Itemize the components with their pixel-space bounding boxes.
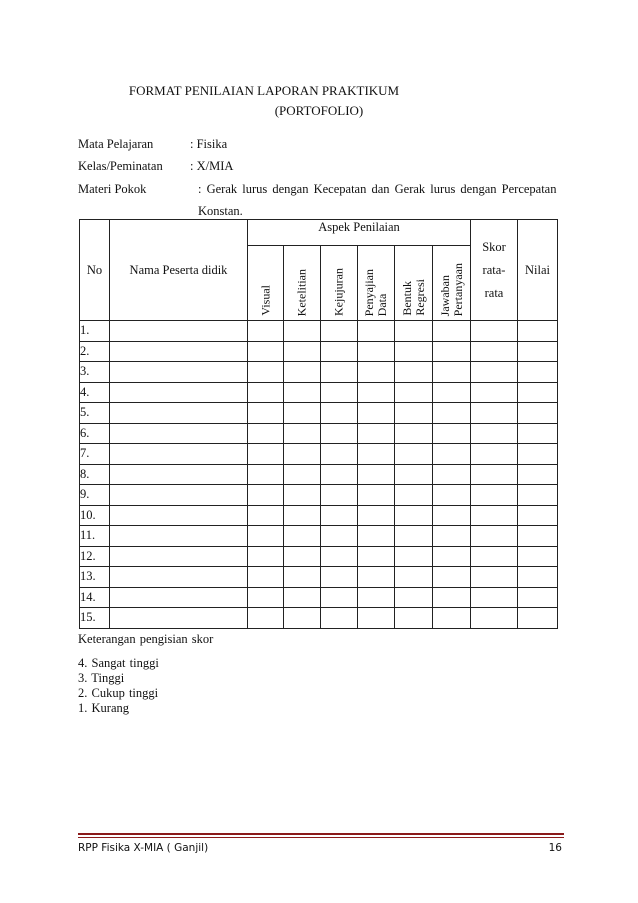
table-cell[interactable] <box>358 485 395 506</box>
table-cell[interactable] <box>110 362 248 383</box>
table-cell[interactable] <box>321 341 358 362</box>
table-cell[interactable] <box>395 382 433 403</box>
skor-line-2: rata- <box>482 262 506 277</box>
table-cell[interactable] <box>110 423 248 444</box>
table-cell[interactable] <box>471 423 518 444</box>
table-row <box>80 362 558 383</box>
table-cell[interactable] <box>284 608 321 629</box>
table-cell[interactable] <box>358 546 395 567</box>
table-cell[interactable] <box>395 485 433 506</box>
table-cell[interactable] <box>433 423 471 444</box>
table-cell[interactable] <box>395 403 433 424</box>
materi-continuation: Konstan. <box>198 204 243 218</box>
header-aspek-item <box>321 246 358 321</box>
row-number: 14. <box>80 587 110 608</box>
keterangan-item: 3. Tinggi <box>78 671 125 685</box>
table-cell[interactable] <box>358 362 395 383</box>
table-cell[interactable] <box>248 382 284 403</box>
header-no: No <box>80 220 110 321</box>
table-cell[interactable] <box>395 608 433 629</box>
aspek-label: Kejujuran <box>331 268 346 316</box>
table-cell[interactable] <box>284 546 321 567</box>
row-number: 2. <box>80 341 110 362</box>
table-cell[interactable] <box>358 382 395 403</box>
footer-rule-thick <box>78 833 564 835</box>
table-cell[interactable] <box>248 546 284 567</box>
table-cell[interactable] <box>433 608 471 629</box>
table-row <box>80 485 558 506</box>
header-aspek-item <box>433 246 471 321</box>
row-number: 9. <box>80 485 110 506</box>
row-number: 1. <box>80 321 110 342</box>
table-cell[interactable] <box>110 567 248 588</box>
table-cell[interactable] <box>110 546 248 567</box>
row-number: 6. <box>80 423 110 444</box>
table-cell[interactable] <box>110 341 248 362</box>
kelas-value: : X/MIA <box>190 159 234 173</box>
materi-label: Materi Pokok <box>78 182 147 196</box>
table-cell[interactable] <box>471 341 518 362</box>
table-cell[interactable] <box>321 608 358 629</box>
table-cell[interactable] <box>110 403 248 424</box>
table-cell[interactable] <box>358 567 395 588</box>
row-number: 10. <box>80 505 110 526</box>
table-cell[interactable] <box>358 423 395 444</box>
row-number: 5. <box>80 403 110 424</box>
header-aspek: Aspek Penilaian <box>248 220 471 246</box>
table-cell[interactable] <box>395 362 433 383</box>
kelas-label: Kelas/Peminatan <box>78 159 163 173</box>
footer-doc-label: RPP Fisika X-MIA ( Ganjil) <box>78 842 209 854</box>
keterangan-item: 2. Cukup tinggi <box>78 686 159 700</box>
keterangan-title: Keterangan pengisian skor <box>78 632 214 646</box>
table-cell[interactable] <box>433 321 471 342</box>
table-cell[interactable] <box>248 444 284 465</box>
table-cell[interactable] <box>518 403 558 424</box>
table-cell[interactable] <box>395 546 433 567</box>
table-cell[interactable] <box>284 587 321 608</box>
table-cell[interactable] <box>284 485 321 506</box>
table-cell[interactable] <box>518 505 558 526</box>
table-cell[interactable] <box>395 526 433 547</box>
table-cell[interactable] <box>395 321 433 342</box>
table-cell[interactable] <box>518 526 558 547</box>
table-cell[interactable] <box>433 587 471 608</box>
table-cell[interactable] <box>433 526 471 547</box>
row-number: 8. <box>80 464 110 485</box>
table-cell[interactable] <box>248 505 284 526</box>
table-cell[interactable] <box>471 444 518 465</box>
table-cell[interactable] <box>284 444 321 465</box>
table-cell[interactable] <box>321 464 358 485</box>
table-cell[interactable] <box>321 382 358 403</box>
table-cell[interactable] <box>395 464 433 485</box>
table-cell[interactable] <box>433 341 471 362</box>
table-cell[interactable] <box>110 464 248 485</box>
table-cell[interactable] <box>284 505 321 526</box>
table-cell[interactable] <box>110 587 248 608</box>
table-cell[interactable] <box>433 505 471 526</box>
table-cell[interactable] <box>433 403 471 424</box>
header-nama: Nama Peserta didik <box>110 220 248 321</box>
aspek-label: Visual <box>258 285 272 316</box>
page-number: 16 <box>548 842 562 854</box>
skor-line-1: Skor <box>482 239 506 254</box>
table-cell[interactable] <box>110 444 248 465</box>
table-cell[interactable] <box>358 464 395 485</box>
table-row <box>80 423 558 444</box>
mapel-label: Mata Pelajaran <box>78 137 154 151</box>
table-row <box>80 505 558 526</box>
table-cell[interactable] <box>518 362 558 383</box>
table-cell[interactable] <box>518 444 558 465</box>
table-cell[interactable] <box>110 382 248 403</box>
table-cell[interactable] <box>471 464 518 485</box>
table-cell[interactable] <box>284 403 321 424</box>
table-cell[interactable] <box>248 423 284 444</box>
table-cell[interactable] <box>395 341 433 362</box>
info-row-mapel <box>78 137 227 152</box>
table-cell[interactable] <box>518 341 558 362</box>
table-row <box>80 587 558 608</box>
table-cell[interactable] <box>110 485 248 506</box>
document-subtitle: (PORTOFOLIO) <box>274 103 364 118</box>
table-cell[interactable] <box>471 362 518 383</box>
table-cell[interactable] <box>321 567 358 588</box>
header-aspek-item <box>358 246 395 321</box>
header-aspek-item <box>248 246 284 321</box>
table-cell[interactable] <box>284 382 321 403</box>
table-cell[interactable] <box>110 505 248 526</box>
table-cell[interactable] <box>518 423 558 444</box>
table-cell[interactable] <box>518 546 558 567</box>
table-cell[interactable] <box>248 608 284 629</box>
table-row <box>80 382 558 403</box>
table-cell[interactable] <box>471 505 518 526</box>
table-row <box>80 321 558 342</box>
row-number: 12. <box>80 546 110 567</box>
table-cell[interactable] <box>395 423 433 444</box>
table-cell[interactable] <box>321 362 358 383</box>
table-cell[interactable] <box>471 382 518 403</box>
table-cell[interactable] <box>321 546 358 567</box>
row-number: 11. <box>80 526 110 547</box>
table-cell[interactable] <box>433 567 471 588</box>
row-number: 13. <box>80 567 110 588</box>
info-row-kelas <box>78 159 233 174</box>
table-row <box>80 526 558 547</box>
table-cell[interactable] <box>358 403 395 424</box>
header-skor <box>471 220 518 321</box>
table-cell[interactable] <box>433 444 471 465</box>
table-cell[interactable] <box>358 526 395 547</box>
assessment-table <box>79 219 558 629</box>
table-cell[interactable] <box>518 321 558 342</box>
table-cell[interactable] <box>433 485 471 506</box>
table-cell[interactable] <box>395 444 433 465</box>
header-aspek-item <box>284 246 321 321</box>
table-cell[interactable] <box>358 608 395 629</box>
table-cell[interactable] <box>321 526 358 547</box>
table-cell[interactable] <box>518 464 558 485</box>
table-cell[interactable] <box>395 567 433 588</box>
table-cell[interactable] <box>433 464 471 485</box>
info-row-materi <box>78 182 556 197</box>
header-nilai: Nilai <box>518 220 558 321</box>
table-cell[interactable] <box>321 587 358 608</box>
table-cell[interactable] <box>358 341 395 362</box>
table-cell[interactable] <box>284 464 321 485</box>
table-cell[interactable] <box>395 505 433 526</box>
keterangan-item: 1. Kurang <box>78 701 129 715</box>
table-row <box>80 444 558 465</box>
table-cell[interactable] <box>518 485 558 506</box>
table-cell[interactable] <box>321 403 358 424</box>
table-cell[interactable] <box>471 485 518 506</box>
table-cell[interactable] <box>284 526 321 547</box>
table-cell[interactable] <box>518 567 558 588</box>
table-cell[interactable] <box>321 444 358 465</box>
table-cell[interactable] <box>471 587 518 608</box>
table-cell[interactable] <box>471 526 518 547</box>
table-cell[interactable] <box>248 403 284 424</box>
row-number: 4. <box>80 382 110 403</box>
table-cell[interactable] <box>433 546 471 567</box>
aspek-label: Penyajian Data <box>362 268 389 316</box>
table-cell[interactable] <box>433 362 471 383</box>
table-row <box>80 546 558 567</box>
document-title: FORMAT PENILAIAN LAPORAN PRAKTIKUM <box>128 83 400 98</box>
table-cell[interactable] <box>321 485 358 506</box>
table-row <box>80 403 558 424</box>
table-row <box>80 341 558 362</box>
header-aspek-item <box>395 246 433 321</box>
table-cell[interactable] <box>358 587 395 608</box>
table-cell[interactable] <box>358 444 395 465</box>
table-row <box>80 464 558 485</box>
table-cell[interactable] <box>284 341 321 362</box>
table-cell[interactable] <box>518 382 558 403</box>
table-cell[interactable] <box>248 587 284 608</box>
row-number: 7. <box>80 444 110 465</box>
aspek-label: Bentuk Regresi <box>399 279 427 316</box>
table-row <box>80 608 558 629</box>
table-cell[interactable] <box>248 526 284 547</box>
table-cell[interactable] <box>471 321 518 342</box>
table-cell[interactable] <box>110 321 248 342</box>
table-cell[interactable] <box>395 587 433 608</box>
keterangan-list <box>78 656 159 716</box>
table-cell[interactable] <box>284 567 321 588</box>
table-cell[interactable] <box>321 423 358 444</box>
table-cell[interactable] <box>518 608 558 629</box>
table-cell[interactable] <box>471 403 518 424</box>
row-number: 15. <box>80 608 110 629</box>
table-row <box>80 567 558 588</box>
row-number: 3. <box>80 362 110 383</box>
keterangan-item: 4. Sangat tinggi <box>78 656 159 670</box>
skor-line-3: rata <box>484 285 504 300</box>
table-cell[interactable] <box>471 567 518 588</box>
table-cell[interactable] <box>321 505 358 526</box>
table-cell[interactable] <box>433 382 471 403</box>
table-cell[interactable] <box>284 362 321 383</box>
table-cell[interactable] <box>248 362 284 383</box>
table-cell[interactable] <box>248 464 284 485</box>
table-cell[interactable] <box>358 505 395 526</box>
aspek-label: Ketelitian <box>294 268 309 316</box>
table-cell[interactable] <box>248 341 284 362</box>
table-cell[interactable] <box>358 321 395 342</box>
table-cell[interactable] <box>518 587 558 608</box>
table-cell[interactable] <box>284 423 321 444</box>
table-cell[interactable] <box>471 608 518 629</box>
table-cell[interactable] <box>248 567 284 588</box>
table-cell[interactable] <box>321 321 358 342</box>
aspek-label: Jawaban Pertanyaan <box>437 262 465 316</box>
table-cell[interactable] <box>471 546 518 567</box>
materi-value: : Gerak lurus dengan Kecepatan dan Gerak lurus dengan Percepatan <box>198 182 557 196</box>
table-cell[interactable] <box>248 321 284 342</box>
table-cell[interactable] <box>284 321 321 342</box>
footer-rule-thin <box>78 837 564 838</box>
table-cell[interactable] <box>248 485 284 506</box>
table-cell[interactable] <box>110 608 248 629</box>
table-cell[interactable] <box>110 526 248 547</box>
mapel-value: : Fisika <box>190 137 228 151</box>
